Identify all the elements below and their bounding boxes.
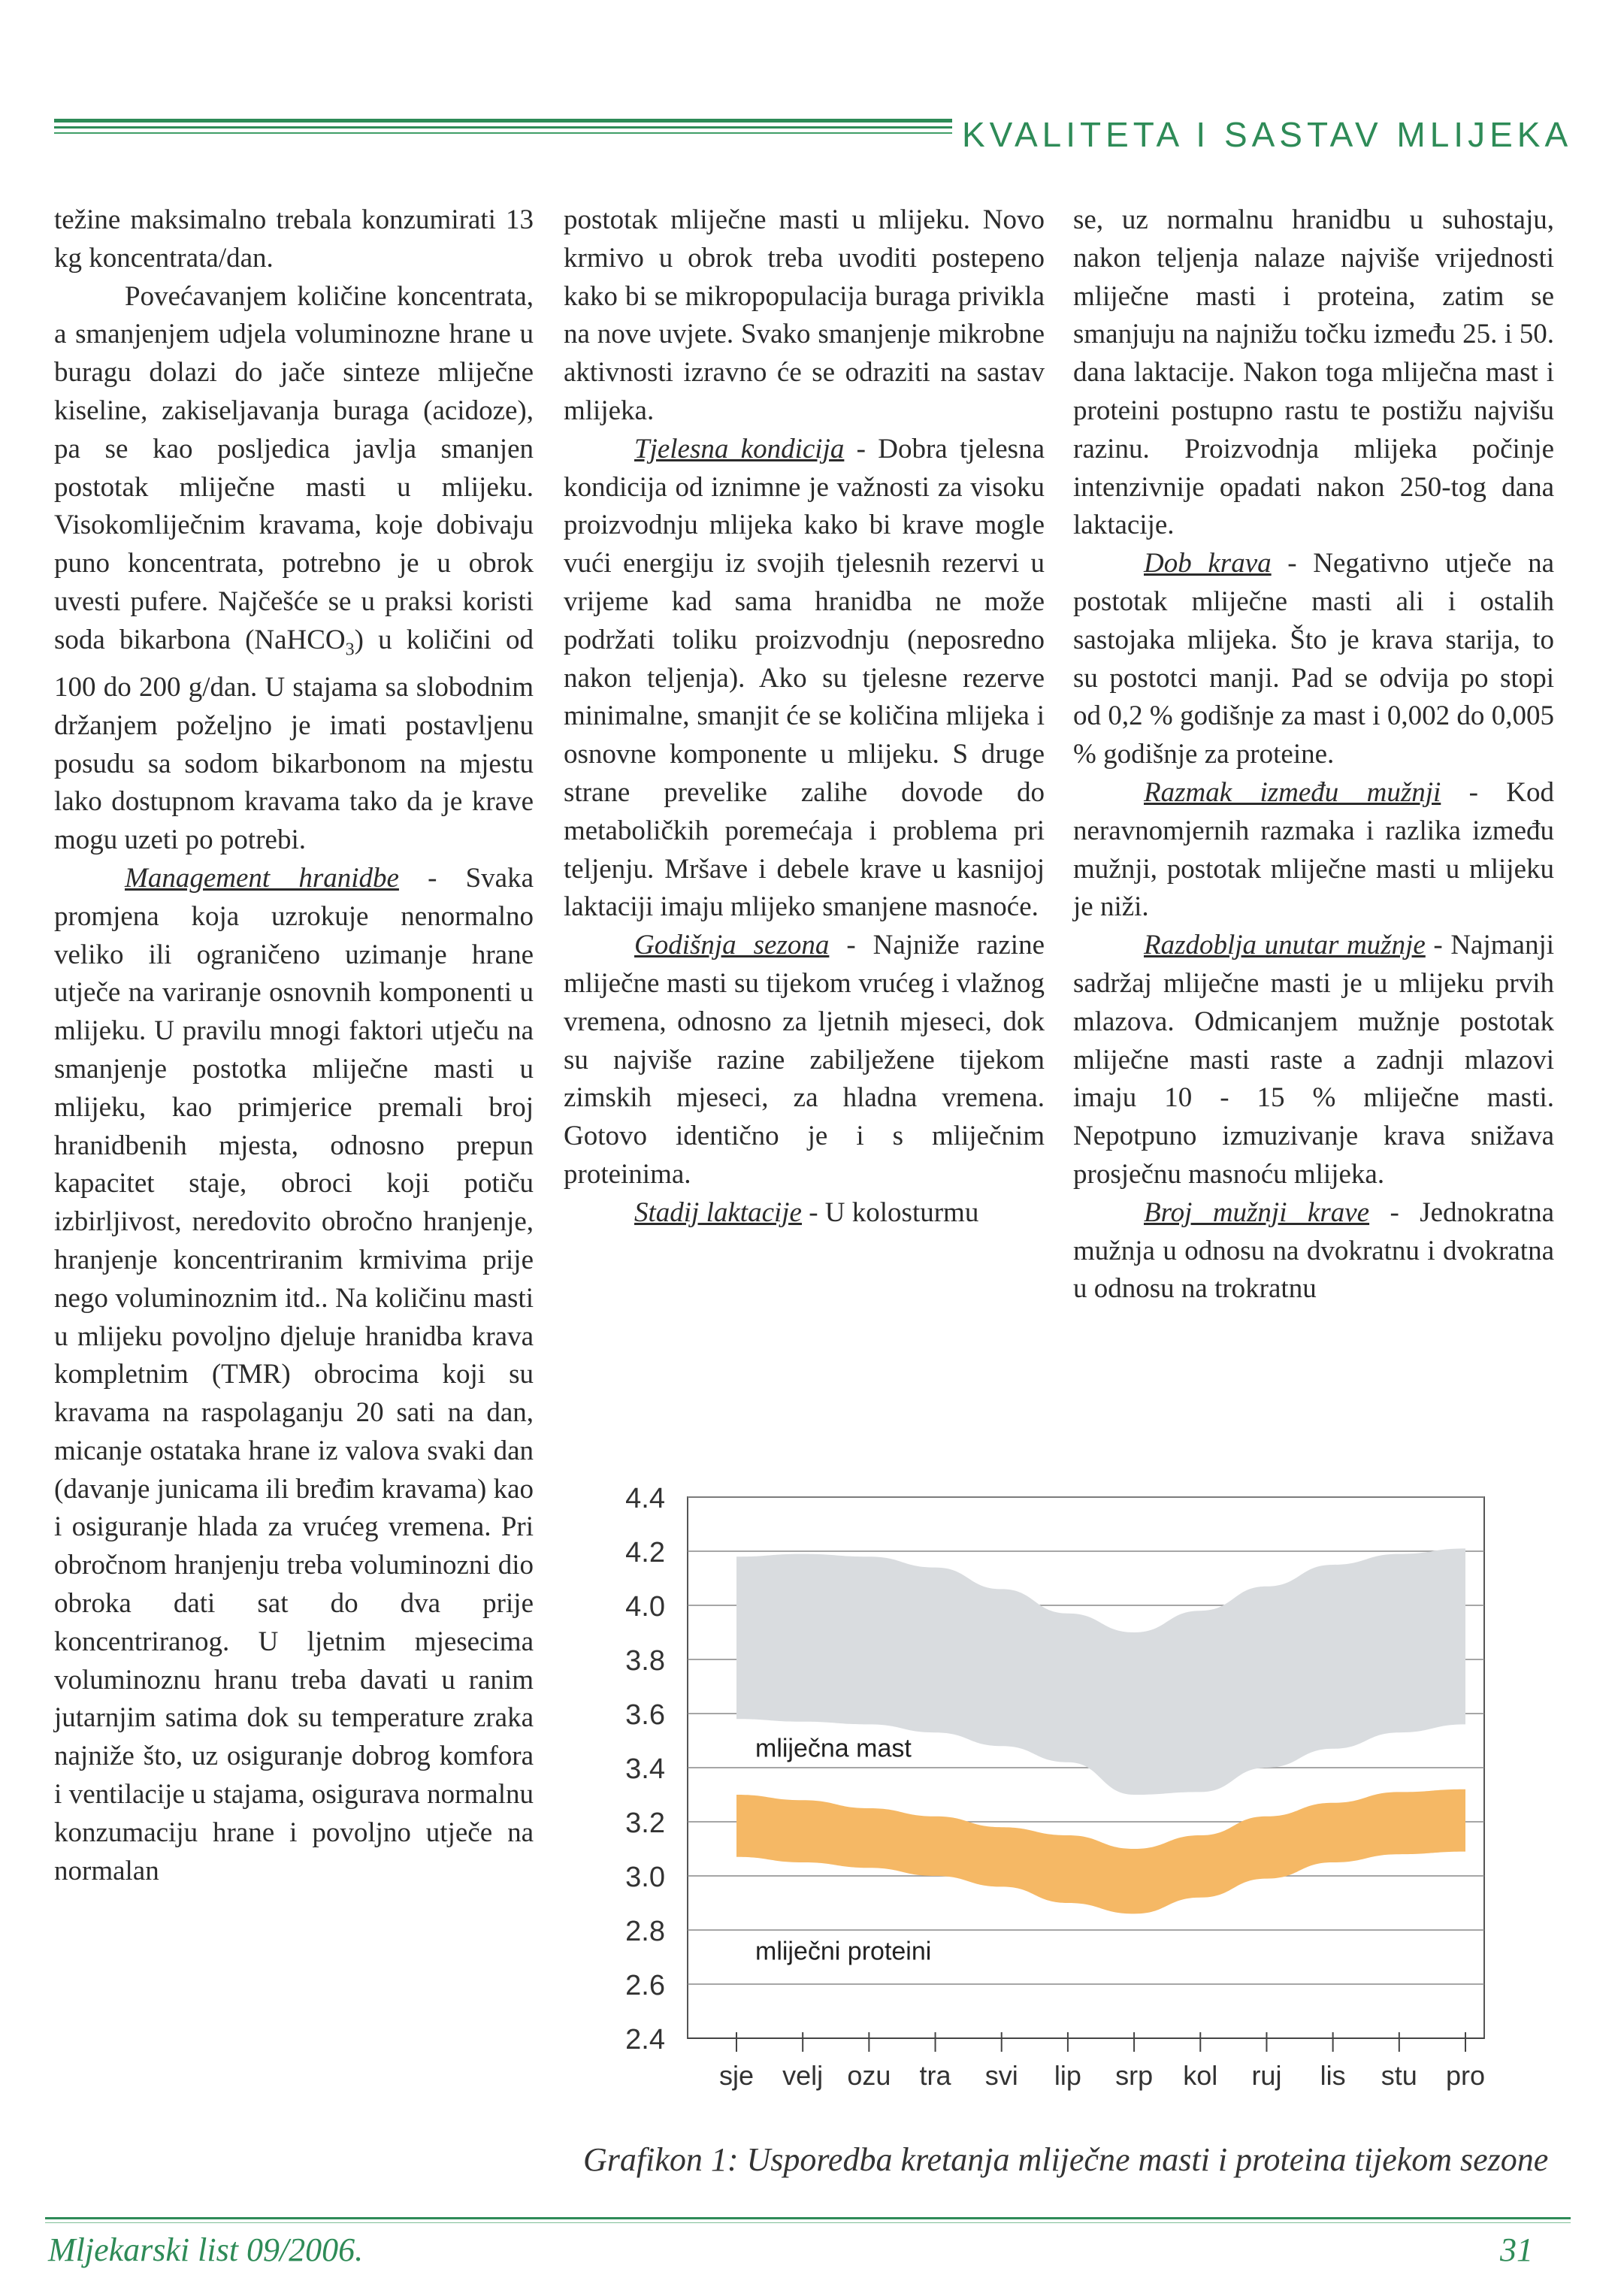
keyword-heading: Godišnja sezona: [634, 930, 830, 961]
x-tick-label: svi: [984, 2060, 1018, 2091]
text-column-1: [54, 201, 534, 1890]
keyword-heading: Broj mužnji krave: [1144, 1196, 1370, 1228]
x-tick-label: velj: [782, 2060, 824, 2091]
x-tick-label: kol: [1183, 2060, 1218, 2091]
paragraph: Dob krava - Negativno utječe na postotak mliječne masti ali i ostalih sastojaka mlijeka. Što je krava starija, to su postotci manji. Pad se odvija po stopi od 0,2 % godišnje za mast i 0,002 do 0,005 % godišnje za proteine.: [1073, 548, 1554, 770]
paragraph: Stadij laktacije - U kolosturmu: [634, 1196, 979, 1228]
x-tick-label: pro: [1445, 2060, 1486, 2091]
y-tick-label: 3.0: [625, 1862, 665, 1893]
running-head: KVALITETA I SASTAV MLIJEKA: [962, 115, 1573, 154]
series-label-fat: mliječna mast: [755, 1734, 912, 1763]
y-tick-label: 3.4: [625, 1753, 665, 1785]
paragraph: postotak mliječne masti u mlijeku. Novo krmivo u obrok treba uvoditi postepeno kako bi se mikropopulacija buraga privikla na nove uvjete. Svako smanjenje mikrobne aktivnosti izravno će se odraziti na sastav mlijeka.: [564, 204, 1045, 426]
text-column-3: [1073, 201, 1554, 1308]
season-chart: [586, 1466, 1518, 2097]
keyword-heading: Tjelesna kondicija: [634, 433, 845, 464]
keyword-heading: Razdoblja unutar mužnje: [1144, 930, 1426, 961]
paragraph: Razmak između mužnji - Kod neravnomjernih razmaka i razlika između mužnji, postotak mliječne masti u mlijeku je niži.: [1073, 776, 1554, 923]
x-tick-label: sje: [718, 2060, 755, 2091]
keyword-heading: Razmak između mužnji: [1144, 776, 1441, 808]
y-tick-label: 2.6: [625, 1970, 665, 2001]
page-number: 31: [1500, 2231, 1533, 2268]
x-tick-label: lip: [1054, 2060, 1081, 2091]
x-tick-label: stu: [1381, 2060, 1417, 2091]
header-rule: [54, 119, 952, 134]
text-column-2: [564, 201, 1045, 1233]
paragraph: Razdoblja unutar mužnje - Najmanji sadržaj mliječne masti je u mlijeku prvih mlazova. Odmicanjem mužnje postotak mliječne masti raste a zadnji mlazovi imaju 10 - 15 % mliječne masti. Nepotpuno izmuzivanje krava snižava prosječnu masnoću mlijeka.: [1073, 930, 1554, 1190]
x-tick-label: srp: [1115, 2060, 1154, 2091]
x-tick-label: ruj: [1251, 2060, 1282, 2091]
y-tick-label: 4.4: [625, 1483, 665, 1514]
y-tick-label: 4.0: [625, 1591, 665, 1623]
x-tick-label: lis: [1320, 2060, 1346, 2091]
keyword-heading: Dob krava: [1144, 548, 1272, 579]
paragraph: Broj mužnji krave - Jednokratna mužnja u odnosu na dvokratnu i dvokratna u odnosu na trokratnu: [1073, 1196, 1554, 1305]
chart-caption: Grafikon 1: Usporedba kretanja mliječne masti i proteina tijekom sezone: [583, 2141, 1549, 2178]
paragraph: Management hranidbe - Svaka promjena koja uzrokuje nenormalno veliko ili ograničeno uzimanje hrane utječe na variranje osnovnih komponenti u mlijeku. U pravilu mnogi faktori utječu na smanjenje postotka mliječne masti u mlijeku, kao primjerice premali broj hranidbenih mjesta, odnosno prepun kapacitet staje, obroci koji potiču izbirljivost, neredovito obročno hranjenje, hranjenje koncentriranim krmivima prije nego voluminoznim itd.. Na količinu masti u mlijeku povoljno djeluje hranidba krava kompletnim (TMR) obrocima koji su kravama na raspolaganju 20 sati na dan, micanje ostataka hrane iz valova svaki dan (davanje junicama ili bređim kravama) kao i osiguranje hlada za vrućeg vremena. Pri obročnom hranjenju treba voluminozni dio obroka dati sat do dva prije koncentriranog. U ljetnim mjesecima voluminoznu hranu treba davati u ranim jutarnjim satima dok su temperature zraka najniže što, uz osiguranje dobrog komfora i ventilacije u stajama, osigurava normalnu konzumaciju hrane i povoljno utječe na normalan: [54, 862, 534, 1886]
chart-svg: [586, 1466, 1518, 2097]
series-label-protein: mliječni proteini: [755, 1937, 932, 1966]
journal-name: Mljekarski list 09/2006.: [48, 2231, 364, 2268]
paragraph: Tjelesna kondicija - Dobra tjelesna kondicija od iznimne je važnosti za visoku proizvodnju mlijeka kako bi krave mogle vući energiju iz svojih tjelesnih rezervi u vrijeme kad sama hranidba ne može podržati toliku proizvodnju (neposredno nakon teljenja). Ako su tjelesne rezerve minimalne, smanjit će se količina mlijeka i osnovne komponente u mlijeku. S druge strane prevelike zalihe dovode do metaboličkih poremećaja i problema pri teljenju. Mršave i debele krave u kasnijoj laktaciji imaju mlijeko smanjene masnoće.: [564, 433, 1045, 923]
y-tick-label: 4.2: [625, 1537, 665, 1569]
paragraph: se, uz normalnu hranidbu u suhostaju, nakon teljenja nalaze najviše vrijednosti mliječne masti i proteina, zatim se smanjuju na najnižu točku između 25. i 50. dana laktacije. Nakon toga mliječna mast i proteini postupno rastu te postižu najvišu razinu. Proizvodnja mlijeka počinje intenzivnije opadati nakon 250-tog dana laktacije.: [1073, 204, 1554, 541]
x-tick-label: ozu: [847, 2060, 891, 2091]
x-tick-label: tra: [919, 2060, 951, 2091]
keyword-heading: Stadij laktacije: [634, 1196, 802, 1228]
keyword-heading: Management hranidbe: [125, 862, 399, 894]
paragraph: težine maksimalno trebala konzumirati 13 kg koncentrata/dan.: [54, 204, 534, 274]
y-tick-label: 2.8: [625, 1916, 665, 1947]
paragraph: Povećavanjem količine koncentrata, a smanjenjem udjela voluminozne hrane u buragu dolazi do jače sinteze mliječne kiseline, zakiseljavanja buraga (acidoze), pa se kao posljedica javlja smanjen postotak mliječne masti u mlijeku. Visokomliječnim kravama, koje dobivaju puno koncentrata, potrebno je u obrok uvesti pufere. Najčešće se u praksi koristi soda bikarbona (NaHCO$_3$) u količini od 100 do 200 g/dan. U stajama sa slobodnim držanjem poželjno je imati postavljenu posudu sa sodom bikarbonom na mjestu lako dostupnom kravama tako da je krave mogu uzeti po potrebi.: [54, 280, 534, 856]
footer-rule-thin: [45, 2222, 1571, 2223]
footer-rule: [45, 2217, 1571, 2219]
y-tick-label: 3.6: [625, 1699, 665, 1731]
y-tick-label: 3.8: [625, 1645, 665, 1677]
y-tick-label: 2.4: [625, 2024, 665, 2056]
paragraph: Godišnja sezona - Najniže razine mliječne masti su tijekom vrućeg i vlažnog vremena, odnosno za ljetnih mjeseci, dok su najviše razine zabilježene tijekom zimskih mjeseci, za hladna vremena. Gotovo identično je i s mliječnim proteinima.: [564, 930, 1045, 1190]
y-tick-label: 3.2: [625, 1808, 665, 1839]
